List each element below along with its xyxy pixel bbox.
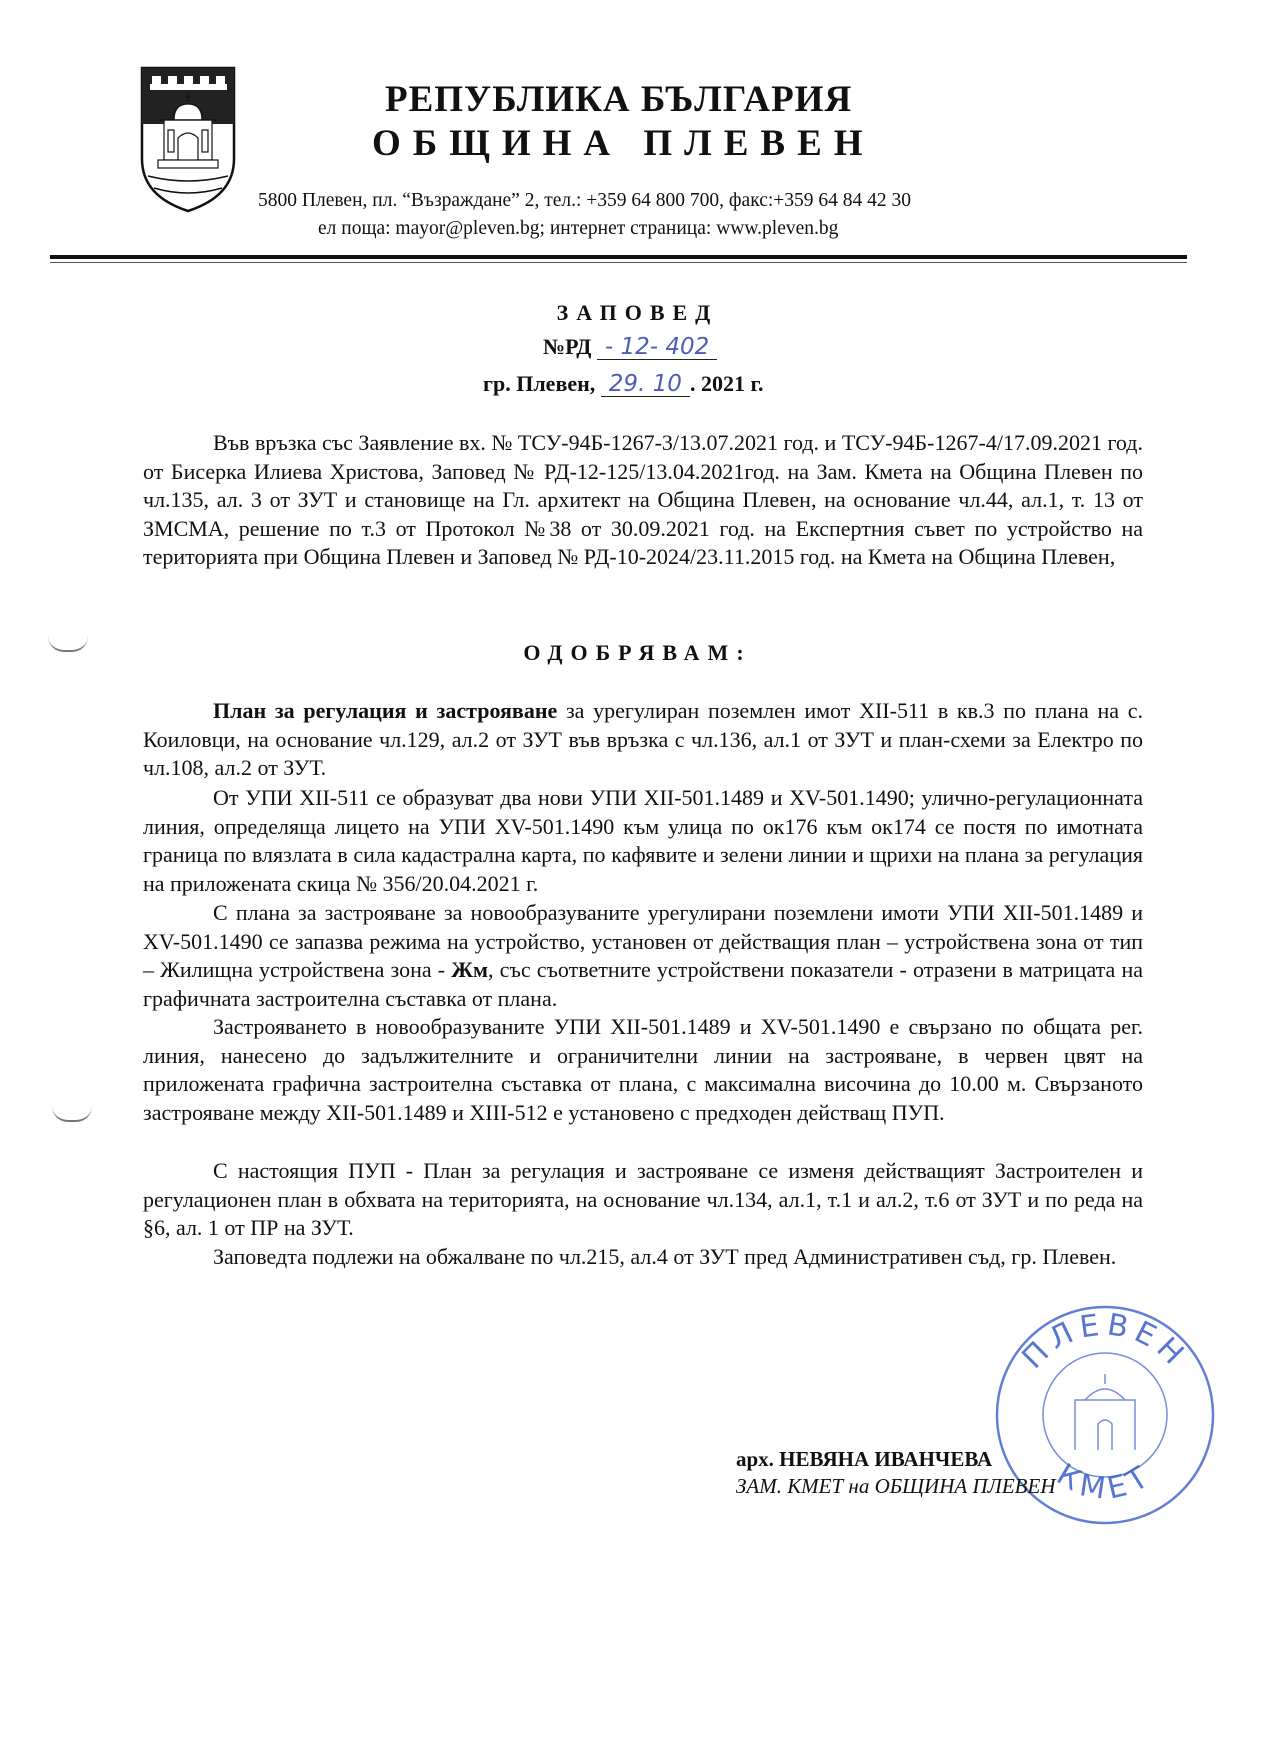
paragraph-upi: От УПИ XII-511 се образуват два нови УПИ XII-501.1489 и XV-501.1490; улично-регулационната линия, определяща лицето на УПИ XV-501.1490 към улица по ок176 към ок174 се постя по имотната граница по влязлата в сила кадастрална карта, по кафявите и зелени линии и щрихи на плана за регулация на приложената скица № 356/20.04.2021 г. — [143, 785, 1143, 896]
order-place-date — [483, 371, 763, 397]
signatory-role: ЗАМ. КМЕТ на ОБЩИНА ПЛЕВЕН — [736, 1474, 1056, 1498]
republic-title: РЕПУБЛИКА БЪЛГАРИЯ — [385, 79, 853, 120]
municipality-title: ОБЩИНА ПЛЕВЕН — [372, 123, 875, 164]
intro-paragraph: Във връзка със Заявление вх. № ТСУ-94Б-1267-3/13.07.2021 год. и ТСУ-94Б-1267-4/17.09.2021 год. от Бисерка Илиева Христова, Заповед № РД-12-125/13.04.2021год. на Зам. Кмета на Община Плевен по чл.135, ал. 3 от ЗУТ и становище на Гл. архитект на Община Плевен, на основание чл.44, ал.1, т. 13 от ЗМСМА, решение по т.3 от Протокол №38 от 30.09.2021 год. на Експертния съвет по устройство на територията при Община Плевен и Заповед № РД-10-2024/23.11.2015 год. на Кмета на Община Плевен, — [143, 430, 1143, 569]
order-place: гр. Плевен, — [483, 371, 596, 396]
paragraph-building: Застрояването в новообразуваните УПИ XII-501.1489 и XV-501.1490 е свързано по общата рег. линия, нанесено до задължителните и ограничителни линии на застрояване, в червен цвят на приложената графична застроителна съставка от плана, с максимална височина до 10.00 м. Свързаното застрояване между XII-501.1489 и XIII-512 е установено с предходен действащ ПУП. — [143, 1014, 1143, 1125]
stamp-top-text: ПЛЕВЕН — [1015, 1307, 1195, 1376]
order-year: . 2021 г. — [689, 371, 764, 396]
scan-mark — [52, 1106, 92, 1122]
header-divider — [50, 255, 1187, 259]
address-line: 5800 Плевен, пл. “Възраждане” 2, тел.: +359 64 800 700, факс:+359 64 84 42 30 — [258, 190, 912, 211]
svg-text:ПЛЕВЕН — [1016, 1307, 1195, 1375]
paragraph-zone — [143, 899, 1143, 1013]
order-number-handwritten: - 12- 402 — [597, 336, 717, 360]
signatory-name: арх. НЕВЯНА ИВАНЧЕВА — [736, 1447, 993, 1471]
header-divider-thin — [50, 262, 1187, 263]
order-date-handwritten: 29. 10 — [601, 373, 690, 397]
paragraph-plan — [143, 697, 1143, 783]
order-number-prefix: №РД — [543, 334, 592, 359]
contact-line: ел поща: mayor@pleven.bg; интернет страница: www.pleven.bg — [318, 218, 839, 239]
zone-text-before: С плана за застрояване за новообразуваните урегулирани поземлени имоти УПИ XII-501.1489 и XV-501.1490 се запазва режима на устройство, установен от действащия план – устройствена зона от тип – Жилищна устройствена зона - — [143, 900, 1143, 982]
approve-heading: ОДОБРЯВАМ: — [523, 640, 752, 665]
zone-code: Жм — [451, 957, 489, 982]
zone-text-after: , със съответните устройствени показатели - отразени в матрицата на графичната застроителна съставка от плана. — [143, 957, 1143, 1011]
plan-text: за урегулиран поземлен имот XII-511 в кв.3 по плана на с. Коиловци, на основание чл.129, ал.2 от ЗУТ във връзка с чл.136, ал.1 от ЗУТ и план-схеми за Електро по чл.108, ал.2 от ЗУТ. — [143, 698, 1143, 780]
coat-of-arms-icon — [138, 64, 238, 214]
order-title: ЗАПОВЕД — [556, 300, 719, 325]
svg-text:КМЕТ — [1051, 1457, 1160, 1507]
paragraph-appeal: Заповедта подлежи на обжалване по чл.215, ал.4 от ЗУТ пред Административен съд, гр. Плевен. — [213, 1244, 1117, 1269]
plan-bold-text: План за регулация и застрояване — [213, 698, 558, 723]
paragraph-pup: С настоящия ПУП - План за регулация и застрояване се изменя действащият Застроителен и регулационен план в обхвата на територията, на основание чл.134, ал.1, т.1 и ал.2, т.6 от ЗУТ и по реда на §6, ал. 1 от ПР на ЗУТ. — [143, 1158, 1143, 1240]
stamp-bottom-text: КМЕТ — [1050, 1457, 1160, 1508]
order-number — [543, 334, 717, 360]
